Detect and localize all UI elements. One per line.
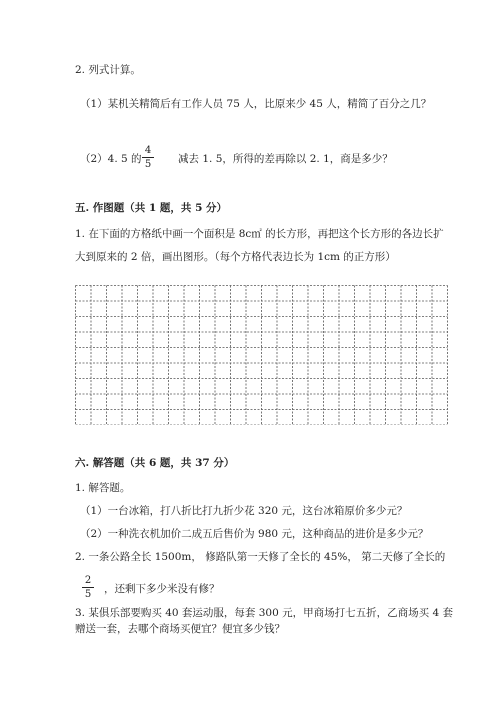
- fraction-bar: [82, 587, 94, 588]
- fraction-four-fifths: [142, 145, 154, 170]
- question-answer-1-2: （2）一种洗衣机加价二成五后售价为 980 元，这种商品的进价是多少元？: [80, 528, 429, 540]
- question-answer-3-line-1: 3. 某俱乐部要购买 40 套运动服，每套 300 元，甲商场打七五折，乙商场买 4 套: [75, 607, 453, 619]
- section-heading-calc: 2. 列式计算。: [75, 64, 141, 76]
- question-answer-1: 1. 解答题。: [75, 482, 131, 494]
- fraction-two-fifths: [82, 575, 94, 600]
- section-heading-drawing: 五. 作图题（共 1 题，共 5 分）: [75, 202, 228, 214]
- section-heading-answer: 六. 解答题（共 6 题，共 37 分）: [75, 457, 235, 469]
- question-calc-2-suffix: 减去 1. 5，所得的差再除以 2. 1，商是多少？: [178, 153, 393, 165]
- question-answer-1-1: （1）一台冰箱，打八折比打九折少花 320 元，这台冰箱原价多少元？: [80, 505, 408, 517]
- fraction-denominator: 5: [144, 159, 152, 170]
- question-answer-2-line-2: ，还剩下多少米没有修？: [104, 583, 220, 595]
- fraction-numerator: 2: [84, 575, 92, 586]
- fraction-bar: [142, 157, 154, 158]
- square-grid-paper: [75, 285, 451, 425]
- fraction-denominator: 5: [84, 589, 92, 600]
- question-drawing-1-line-2: 大到原来的 2 倍，画出图形。（每个方格代表边长为 1cm 的正方形）: [75, 251, 396, 263]
- question-answer-3-line-2: 赠送一套，去哪个商场买便宜？便宜多少钱？: [75, 623, 285, 635]
- question-answer-2-line-1: 2. 一条公路全长 1500m， 修路队第一天修了全长的 45%， 第二天修了全长的: [75, 551, 446, 563]
- fraction-numerator: 4: [144, 145, 152, 156]
- question-drawing-1-line-1: 1. 在下面的方格纸中画一个面积是 8c㎡ 的长方形，再把这个长方形的各边长扩: [75, 228, 444, 240]
- question-calc-2-prefix: （2）4. 5 的: [80, 153, 142, 165]
- question-calc-1: （1）某机关精简后有工作人员 75 人，比原来少 45 人，精简了百分之几？: [80, 98, 432, 110]
